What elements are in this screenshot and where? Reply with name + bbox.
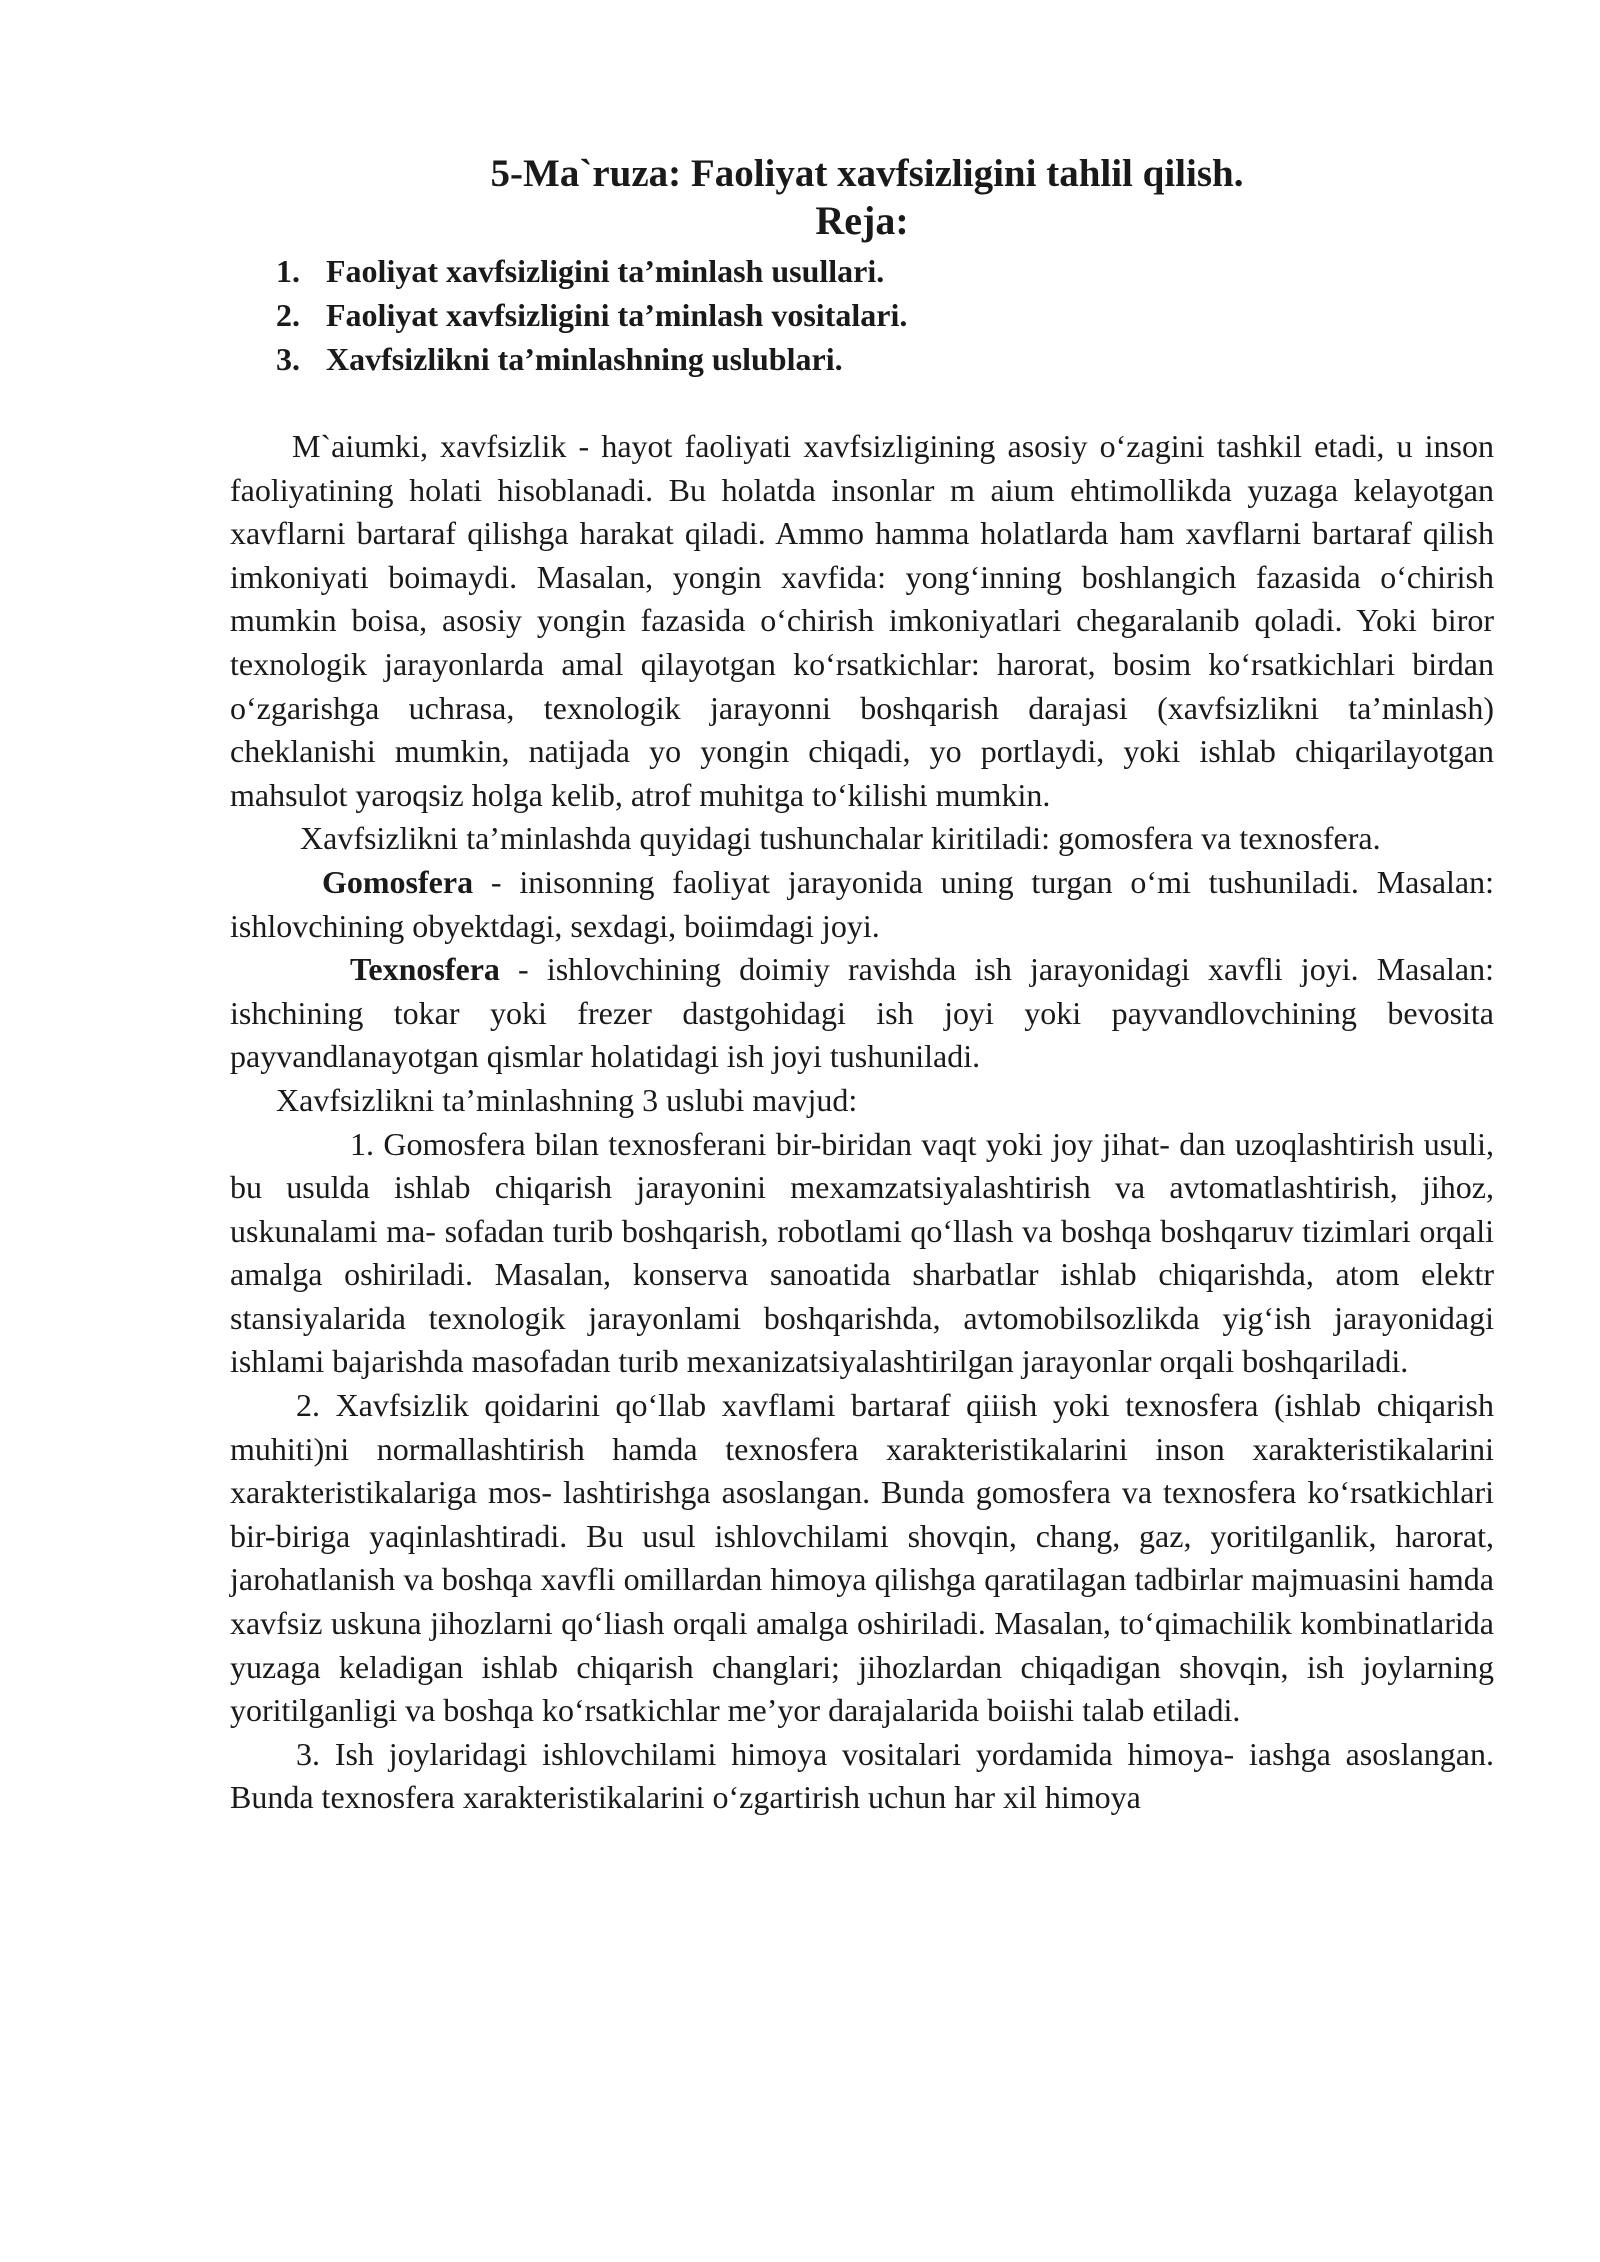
paragraph-gomosfera <box>230 861 1494 948</box>
plan-item <box>276 249 1494 293</box>
paragraph-intro: M`aiumki, xavfsizlik - hayot faoliyati xavfsizligining asosiy o‘zagini tashkil etadi, u inson faoliyatining holati hisoblanadi. Bu holatda insonlar m aium ehtimollikda yuzaga kelayotgan xavflarni bartaraf qilishga harakat qiladi. Ammo hamma holatlarda ham xavflarni bartaraf qilish imkoniyati boimaydi. Masalan, yongin xavfida: yong‘inning boshlangich fazasida o‘chirish mumkin boisa, asosiy yongin fazasida o‘chirish imkoniyatlari chegaralanib qoladi. Yoki biror texnologik jarayonlarda amal qilayotgan ko‘rsatkichlar: harorat, bosim ko‘rsatkichlari birdan o‘zgarishga uchrasa, texnologik jarayonni boshqarish darajasi (xavfsizlikni ta’minlash) cheklanishi mumkin, natijada yo yongin chiqadi, yo portlaydi, yoki ishlab chiqarilayotgan mahsulot yaroqsiz holga kelib, atrof muhitga to‘kilishi mumkin. <box>230 428 1494 813</box>
document-page <box>230 150 1494 1820</box>
paragraph-concepts: Xavfsizlikni ta’minlashda quyidagi tushunchalar kiritiladi: gomosfera va texnosfera. <box>300 820 1381 857</box>
plan-list <box>230 249 1494 381</box>
paragraph-method-2: 2. Xavfsizlik qoidarini qo‘llab xavflami bartaraf qiiish yoki texnosfera (ishlab chiqarish muhiti)ni normallashtirish hamda texnosfera xarakteristikalarini inson xarakteristikalarini xarakteristikalariga mos- lashtirishga asoslangan. Bunda gomosfera va texnosfera ko‘rsatkichlari bir-biriga yaqinlashtiradi. Bu usul ishlovchilami shovqin, chang, gaz, yoritilganlik, harorat, jarohatlanish va boshqa xavfli omillardan himoya qilishga qaratilagan tadbirlar majmuasini hamda xavfsiz uskuna jihozlarni qo‘liash orqali amalga oshiriladi. Masalan, to‘qimachilik kombinatlarida yuzaga keladigan ishlab chiqarish changlari; jihozlardan chiqadigan shovqin, ish joylarning yoritilganligi va boshqa ko‘rsatkichlar me’yor darajalarida boiishi talab etiladi. <box>230 1387 1494 1729</box>
plan-item-text: Faoliyat xavfsizligini ta’minlash vositalari. <box>326 297 908 333</box>
plan-item-number: 3. <box>276 341 300 377</box>
plan-item-text: Xavfsizlikni ta’minlashning uslublari. <box>326 341 843 377</box>
plan-item <box>276 337 1494 381</box>
paragraph-method-3: 3. Ish joylaridagi ishlovchilami himoya vositalari yordamida himoya- iashga asoslangan. Bunda texnosfera xarakteristikalarini o‘zgartirish uchun har xil himoya <box>230 1735 1494 1816</box>
term-gomosfera: Gomosfera <box>322 863 474 900</box>
plan-item-number: 2. <box>276 297 300 333</box>
plan-item-text: Faoliyat xavfsizligini ta’minlash usullari. <box>326 253 885 289</box>
plan-item-number: 1. <box>276 253 300 289</box>
definition-texnosfera: - ishlovchining doimiy ravishda ish jarayonidagi xavfli joyi. Masalan: ishchining tokar yoki frezer dastgohidagi ish joyi yoki payvandlovchining bevosita payvandlanayotgan qismlar holatidagi ish joyi tushuniladi. <box>230 951 1494 1075</box>
plan-item <box>276 293 1494 337</box>
lecture-body <box>230 425 1494 1820</box>
paragraph-methods-intro: Xavfsizlikni ta’minlashning 3 uslubi mavjud: <box>276 1081 858 1118</box>
definition-gomosfera: - inisonning faoliyat jarayonida uning turgan o‘mi tushuniladi. Masalan: ishlovchining obyektdagi, sexdagi, boiimdagi joyi. <box>230 863 1494 944</box>
lecture-title: 5-Ma`ruza: Faoliyat xavfsizligini tahlil qilish. <box>490 152 1244 195</box>
paragraph-texnosfera <box>230 948 1494 1079</box>
plan-heading: Reja: <box>815 198 909 243</box>
term-texnosfera: Texnosfera <box>350 951 500 988</box>
paragraph-method-1: 1. Gomosfera bilan texnosferani bir-biridan vaqt yoki joy jihat- dan uzoqlashtirish usuli, bu usulda ishlab chiqarish jarayonini mexamzatsiyalashtirish va avtomatlashtirish, jihoz, uskunalami ma- sofadan turib boshqarish, robotlami qo‘llash va boshqa boshqaruv tizimlari orqali amalga oshiriladi. Masalan, konserva sanoatida sharbatlar ishlab chiqarishda, atom elektr stansiyalarida texnologik jarayonlami boshqarishda, avtomobilsozlikda yig‘ish jarayonidagi ishlami bajarishda masofadan turib mexanizatsiyalashtirilgan jarayonlar orqali boshqariladi. <box>230 1125 1494 1380</box>
